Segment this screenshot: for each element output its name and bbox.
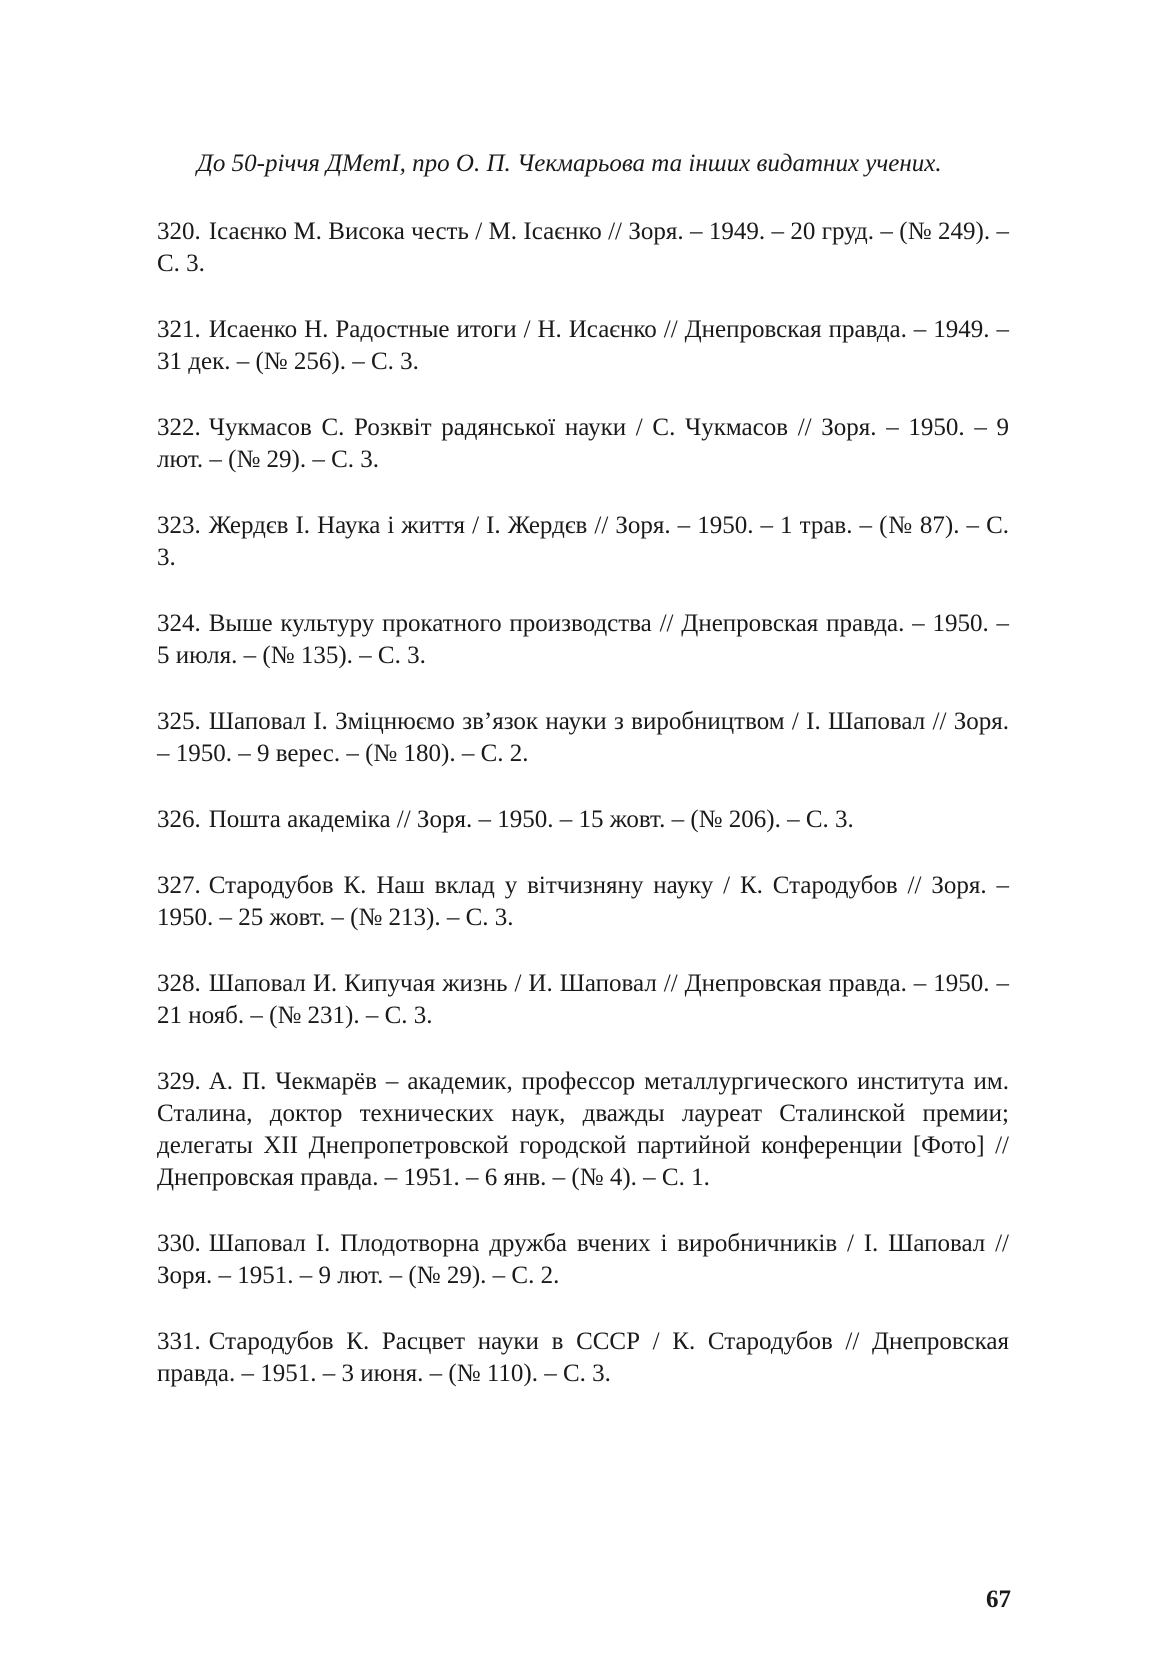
entry-text: Стародубов К. Наш вклад у вітчизняну науку / К. Стародубов // Зоря. – 1950. – 25 жовт. – (№ 213). – С. 3. — [157, 872, 1009, 931]
entry-text: Чукмасов С. Розквіт радянської науки / С. Чукмасов // Зоря. – 1950. – 9 лют. – (№ 29). – С. 3. — [157, 414, 1009, 473]
entry-number: 327. — [157, 872, 201, 899]
entry-number: 322. — [157, 414, 201, 441]
bibliography-entry — [157, 608, 1009, 672]
bibliography-entry — [157, 216, 1009, 280]
entry-text: Исаенко Н. Радостные итоги / Н. Исаєнко // Днепровская правда. – 1949. – 31 дек. – (№ 256). – С. 3. — [157, 316, 1009, 375]
bibliography-entry — [157, 1326, 1009, 1390]
entry-number: 328. — [157, 970, 201, 997]
entry-number: 324. — [157, 610, 201, 637]
bibliography-entry — [157, 968, 1009, 1032]
entry-text: Выше культуру прокатного производства // Днепровская правда. – 1950. – 5 июля. – (№ 135). – С. 3. — [157, 610, 1009, 669]
entry-text: Пошта академіка // Зоря. – 1950. – 15 жовт. – (№ 206). – С. 3. — [208, 806, 854, 833]
entry-text: Стародубов К. Расцвет науки в СССР / К. Стародубов // Днепровская правда. – 1951. – 3 июня. – (№ 110). – С. 3. — [157, 1328, 1009, 1387]
entry-text: Шаповал И. Кипучая жизнь / И. Шаповал // Днепровская правда. – 1950. – 21 нояб. – (№ 231). – С. 3. — [157, 970, 1009, 1029]
bibliography-entry — [157, 870, 1009, 934]
entry-number: 325. — [157, 708, 201, 735]
entry-number: 323. — [157, 512, 201, 539]
entry-number: 330. — [157, 1230, 201, 1257]
entry-text: А. П. Чекмарёв – академик, профессор металлургического института им. Сталина, доктор технических наук, дважды лауреат Сталинской премии; делегаты XII Днепропетровской городской партийной конференции [Фото] // Днепровская правда. – 1951. – 6 янв. – (№ 4). – С. 1. — [157, 1068, 1009, 1191]
entry-number: 320. — [157, 218, 201, 245]
bibliography-entry — [157, 1066, 1009, 1194]
entry-number: 321. — [157, 316, 201, 343]
page-number: 67 — [986, 1586, 1011, 1613]
entry-text: Ісаєнко М. Висока честь / М. Ісаєнко // Зоря. – 1949. – 20 груд. – (№ 249). – С. 3. — [157, 218, 1009, 277]
bibliography-entry — [157, 1228, 1009, 1292]
entry-text: Шаповал І. Зміцнюємо зв’язок науки з виробництвом / І. Шаповал // Зоря. – 1950. – 9 верес. – (№ 180). – С. 2. — [157, 708, 1009, 767]
entry-text: Шаповал І. Плодотворна дружба вчених і виробничників / І. Шаповал // Зоря. – 1951. – 9 лют. – (№ 29). – С. 2. — [157, 1230, 1009, 1289]
bibliography-entry — [157, 412, 1009, 476]
bibliography-entry — [157, 314, 1009, 378]
entry-number: 331. — [157, 1328, 201, 1355]
entry-text: Жердєв І. Наука і життя / І. Жердєв // Зоря. – 1950. – 1 трав. – (№ 87). – С. 3. — [157, 512, 1009, 571]
entry-number: 329. — [157, 1068, 201, 1095]
entry-number: 326. — [157, 806, 201, 833]
bibliography-entry — [157, 510, 1009, 574]
bibliography-entry — [157, 706, 1009, 770]
annotation-text: До 50-річчя ДМетІ, про О. П. Чекмарьова та інших видатних учених. — [197, 150, 942, 177]
bibliography-page — [157, 148, 1009, 1424]
bibliography-entry — [157, 804, 1009, 836]
